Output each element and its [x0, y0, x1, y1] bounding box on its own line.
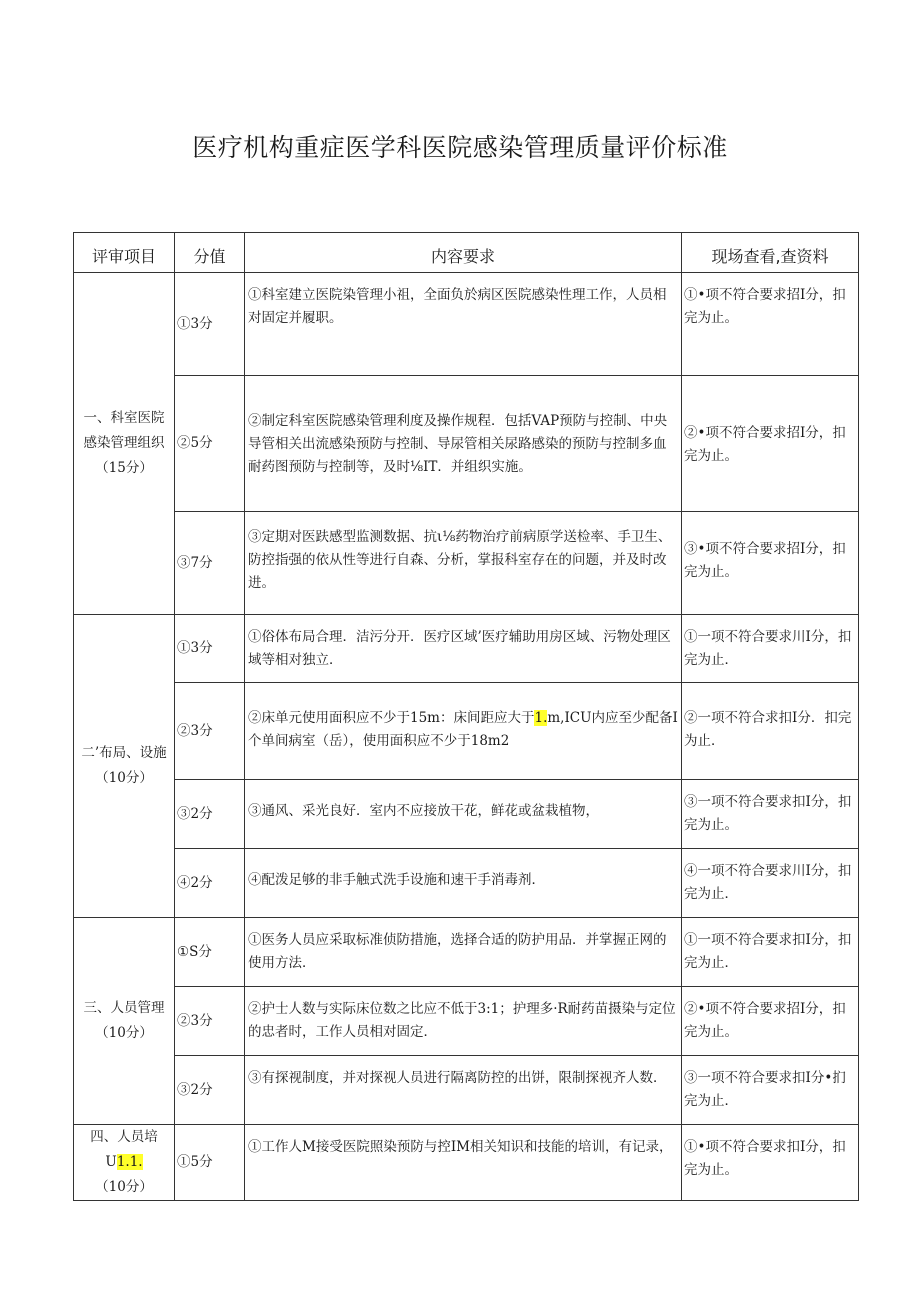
score-cell: ③2分 — [175, 780, 245, 849]
header-check: 现场查看,查资料 — [682, 233, 859, 273]
content-cell: ②制定科室医院感染管理利度及操作规程．包括VAP预防与控制、中央导管相关出流感染预防与控制、导尿管相关尿路感染的预防与控制多血耐药图预防与控制等，及时⅛IT．并组织实施。 — [245, 376, 682, 512]
content-cell: ③有探视制度，并对探视人员进行隔离防控的出饼，限制探视齐人数． — [245, 1056, 682, 1125]
content-cell: ③通风、采光良好．室内不应接放干花，鲜花或盆栽植物， — [245, 780, 682, 849]
check-cell: ③一项不符合要求扣I分，扣完为止。 — [682, 780, 859, 849]
content-text: m,ICU内应至少配备I个单间病室（岳），使用面积应不少于18m2 — [248, 710, 678, 749]
content-cell — [245, 683, 682, 780]
score-cell: ④2分 — [175, 849, 245, 918]
table-row — [74, 987, 859, 1056]
content-cell: ①医务人员应采取标准侦防措施，选择合适的防护用品．并掌握正网的使用方法． — [245, 918, 682, 987]
content-text: ②床单元使用面积应不少于15m：床间距应大于 — [248, 710, 535, 726]
table-row — [74, 1125, 859, 1201]
content-cell: ④配泼足够的非手触式洗手设施和速干手消毒剂． — [245, 849, 682, 918]
score-cell: ②3分 — [175, 987, 245, 1056]
check-cell: ④一项不符合要求川I分，扣完为止． — [682, 849, 859, 918]
section-item-text: （10分） — [95, 1179, 153, 1195]
section-item-text: 四、人员培U — [90, 1129, 158, 1170]
header-content: 内容要求 — [245, 233, 682, 273]
table-row — [74, 273, 859, 376]
score-cell: ①3分 — [175, 273, 245, 376]
highlighted-text: 1.1. — [116, 1154, 143, 1170]
check-cell: ①•项不符合要求招I分，扣完为止。 — [682, 273, 859, 376]
score-cell: ③2分 — [175, 1056, 245, 1125]
check-cell: ①•项不符合要求扣I分，扣完为止。 — [682, 1125, 859, 1201]
content-cell: ①工作人M接受医院照染预防与控IM相关知识和技能的培训，有记录， — [245, 1125, 682, 1201]
content-cell: ①俗体布局合理．洁污分开．医疗区域’医疗辅助用房区域、污物处理区域等相对独立． — [245, 615, 682, 683]
table-row — [74, 376, 859, 512]
score-cell: ①5分 — [175, 1125, 245, 1201]
section-item: 三、人员管理（10分） — [74, 918, 175, 1125]
table-row — [74, 512, 859, 615]
check-cell: ③•项不符合要求招I分，扣完为止。 — [682, 512, 859, 615]
check-cell: ②•项不符合要求招I分，扣完为止。 — [682, 987, 859, 1056]
score-cell: ②3分 — [175, 683, 245, 780]
table-row — [74, 918, 859, 987]
section-item: 一、科室医院感染管理组织（15分） — [74, 273, 175, 615]
evaluation-table — [73, 232, 859, 1201]
content-cell: ③定期对医趺感型监测数据、抗ι⅛药物治疗前病原学送检率、手卫生、防控指强的依从性等进行自森、分析，掌报科室存在的问题，并及时改进。 — [245, 512, 682, 615]
table-row — [74, 849, 859, 918]
check-cell: ②•项不符合要求招I分，扣完为止。 — [682, 376, 859, 512]
score-cell: ①S分 — [175, 918, 245, 987]
section-item: 二’布局、设施（10分） — [74, 615, 175, 918]
content-cell: ②护士人数与实际床位数之比应不低于3:1；护理多·R耐药苗摄染与定位的忠者时，工作人员相对固定． — [245, 987, 682, 1056]
table-row — [74, 780, 859, 849]
header-score: 分值 — [175, 233, 245, 273]
content-cell: ①科室建立医院染管理小祖，全面负於病区医院感染性理工作，人员相对固定并履职。 — [245, 273, 682, 376]
check-cell: ②一项不符合求扣I分．扣完为止． — [682, 683, 859, 780]
table-header-row — [74, 233, 859, 273]
highlighted-text: 1. — [534, 710, 548, 726]
section-item — [74, 1125, 175, 1201]
score-cell: ②5分 — [175, 376, 245, 512]
table-row — [74, 1056, 859, 1125]
score-cell: ③7分 — [175, 512, 245, 615]
score-cell: ①3分 — [175, 615, 245, 683]
table-row — [74, 615, 859, 683]
table-row — [74, 683, 859, 780]
check-cell: ①一项不符合要求川I分，扣完为止． — [682, 615, 859, 683]
page-title: 医疗机构重症医学科医院感染管理质量评价标准 — [192, 133, 728, 162]
check-cell: ①一项不符合要求扣I分，扣完为止． — [682, 918, 859, 987]
check-cell: ③一项不符合要求扣I分•扪完为止． — [682, 1056, 859, 1125]
header-review-item: 评审项目 — [74, 233, 175, 273]
